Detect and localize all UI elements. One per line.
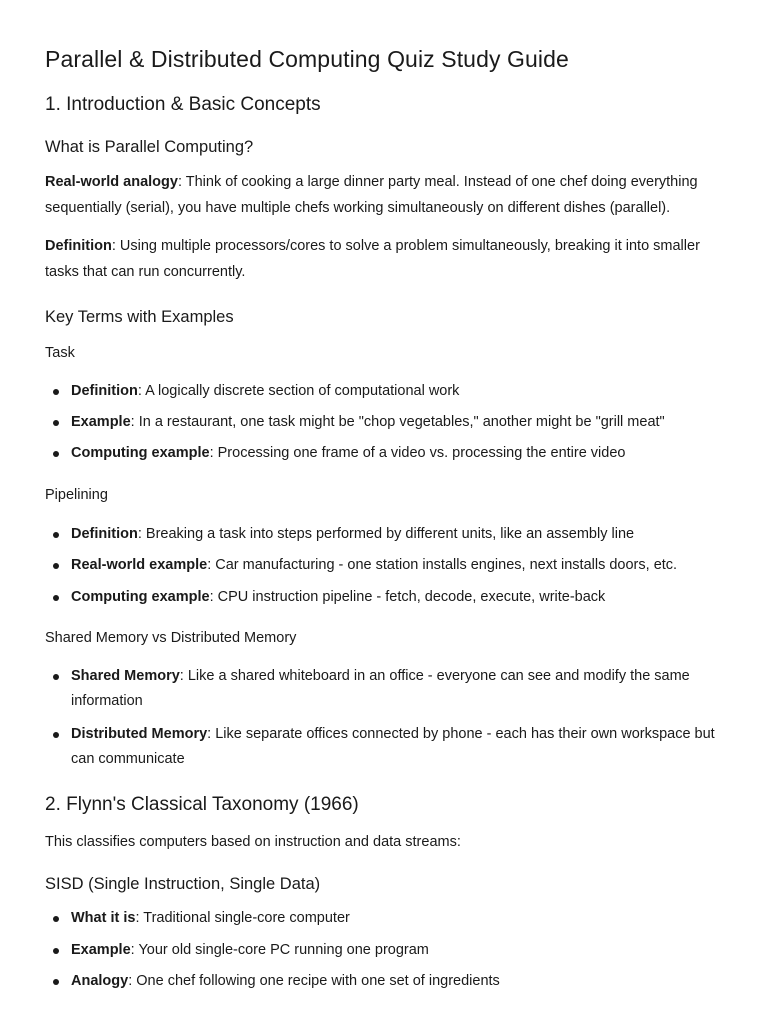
analogy-text: : Think of cooking a large dinner party meal. Instead of one chef doing everything sequentially (serial), you have multiple chefs working simultaneously on different dishes (parallel). [45,174,698,216]
memory-list [45,664,723,772]
definition-label: Definition [45,238,112,254]
pipelining-list [45,522,723,610]
definition-text: : Using multiple processors/cores to solve a problem simultaneously, breaking it into smaller tasks that can run concurrently. [45,238,700,280]
list-item: Definition: Breaking a task into steps performed by different units, like an assembly line [71,522,723,547]
list-item: Example: In a restaurant, one task might be "chop vegetables," another might be "grill meat" [71,410,723,435]
what-is-parallel-heading: What is Parallel Computing? [45,138,254,156]
sisd-heading: SISD (Single Instruction, Single Data) [45,875,321,893]
list-item: Definition: A logically discrete section of computational work [71,379,723,404]
list-item: Computing example: Processing one frame of a video vs. processing the entire video [71,441,723,466]
sisd-list [45,906,723,994]
analogy-paragraph [45,169,723,221]
memory-heading: Shared Memory vs Distributed Memory [45,630,297,646]
list-item: Example: Your old single-core PC running one program [71,938,723,963]
pipelining-heading: Pipelining [45,487,108,503]
key-terms-heading: Key Terms with Examples [45,308,234,326]
list-item: Computing example: CPU instruction pipeline - fetch, decode, execute, write-back [71,585,723,610]
task-list [45,379,723,466]
definition-paragraph [45,233,723,285]
list-item: Analogy: One chef following one recipe with one set of ingredients [71,969,723,994]
page-title: Parallel & Distributed Computing Quiz Study Guide [45,46,569,72]
analogy-label: Real-world analogy [45,174,178,190]
list-item: Distributed Memory: Like separate offices connected by phone - each has their own workspace but can communicate [71,722,723,772]
task-heading: Task [45,345,75,361]
section-1-heading: 1. Introduction & Basic Concepts [45,94,321,115]
section-2-intro: This classifies computers based on instruction and data streams: [45,834,461,850]
section-2-heading: 2. Flynn's Classical Taxonomy (1966) [45,794,359,815]
list-item: Real-world example: Car manufacturing - one station installs engines, next installs doors, etc. [71,553,723,578]
list-item: Shared Memory: Like a shared whiteboard in an office - everyone can see and modify the same information [71,664,723,714]
list-item: What it is: Traditional single-core computer [71,906,723,931]
